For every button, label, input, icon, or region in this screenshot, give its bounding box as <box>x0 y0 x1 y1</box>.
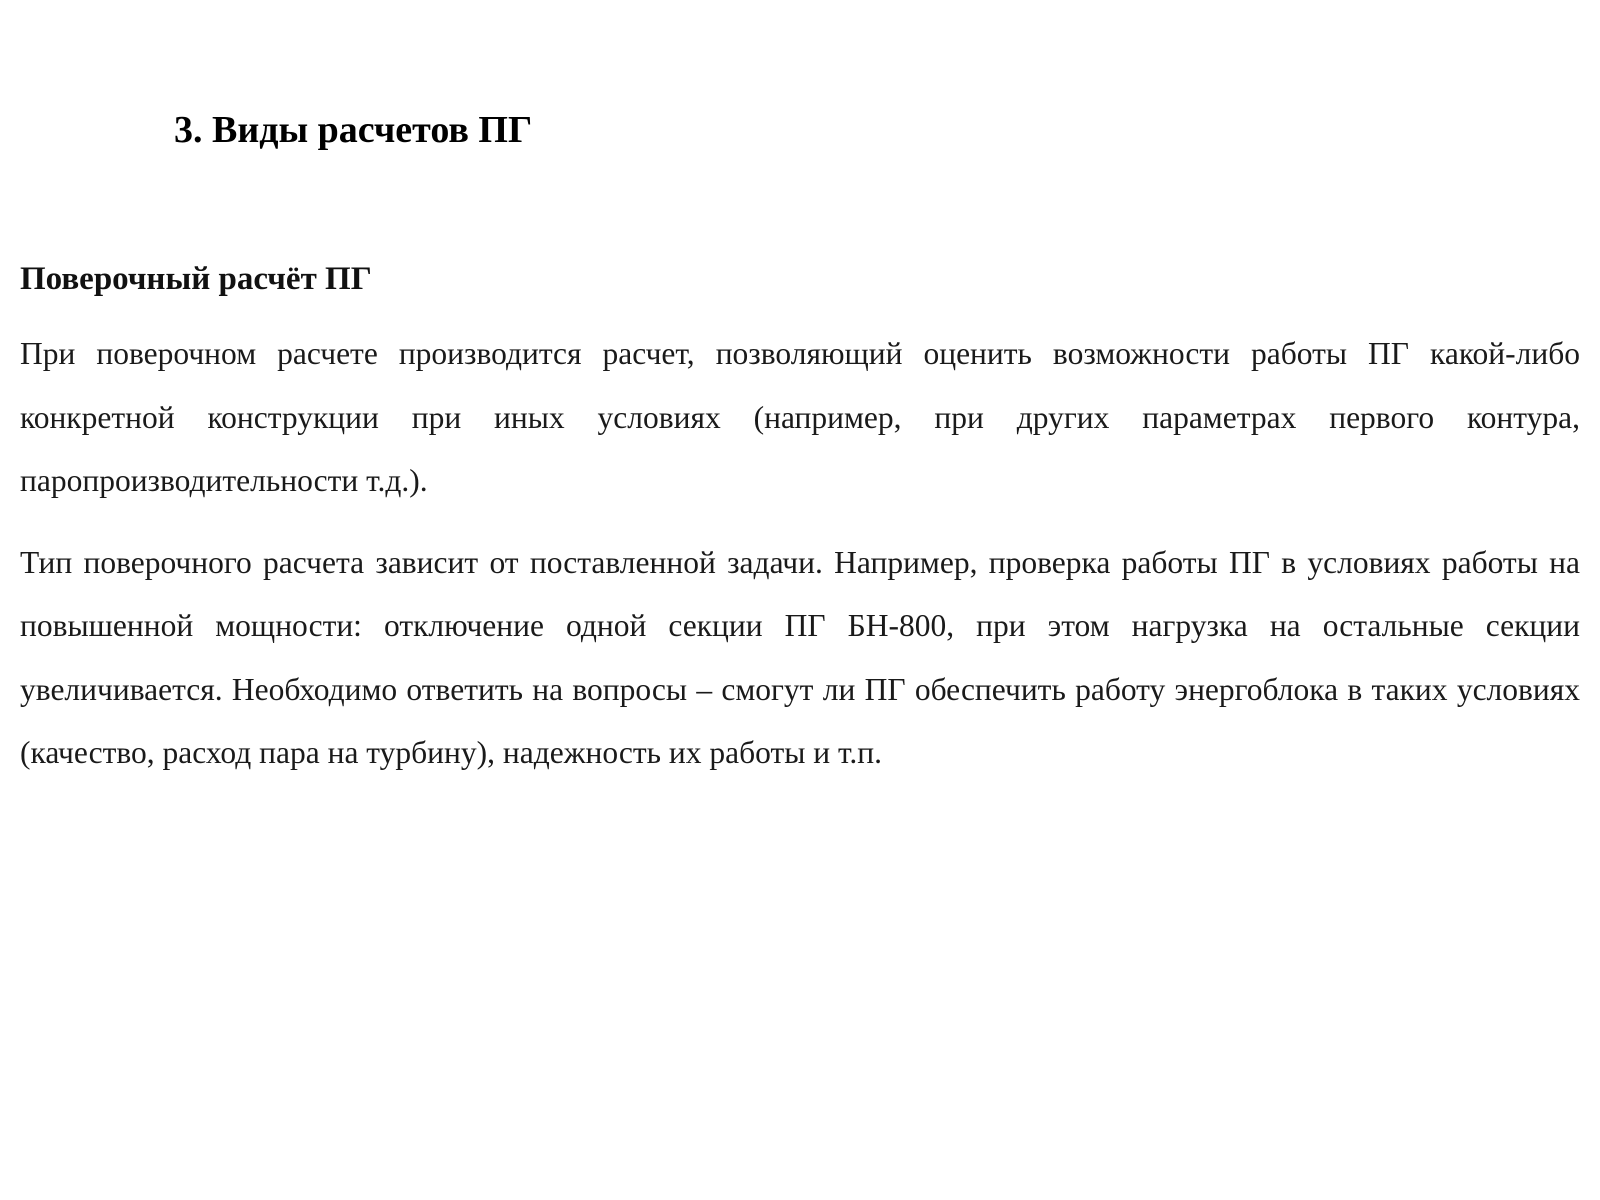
paragraph-verification-purpose: При поверочном расчете производится расчет, позволяющий оценить возможности работы ПГ какой-либо конкретной конструкции при иных условиях (например, при других параметрах первого контура, паропроизводительности т.д.). <box>20 336 1580 498</box>
section-heading: Поверочный расчёт ПГ <box>20 261 372 297</box>
slide-content <box>20 258 1580 803</box>
slide-title: 3. Виды расчетов ПГ <box>174 109 533 151</box>
paragraph-verification-example: Тип поверочного расчета зависит от поставленной задачи. Например, проверка работы ПГ в условиях работы на повышенной мощности: отключение одной секции ПГ БН-800, при этом нагрузка на остальные секции увеличивается. Необходимо ответить на вопросы – смогут ли ПГ обеспечить работу энергоблока в таких условиях (качество, расход пара на турбину), надежность их работы и т.п. <box>20 544 1580 770</box>
